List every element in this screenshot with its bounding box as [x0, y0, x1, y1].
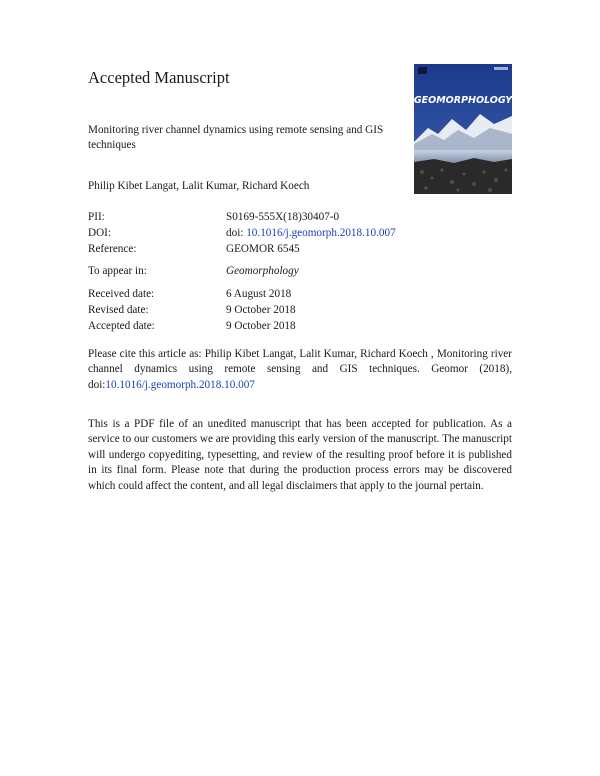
journal-logo-text: GEOMORPHOLOGY — [414, 95, 512, 106]
doi-prefix: doi: — [226, 227, 244, 239]
publisher-logo-icon — [418, 67, 427, 74]
disclaimer-paragraph: This is a PDF file of an unedited manuscript that has been accepted for publication. As a service to our customers we are providing this early version of the manuscript. The manuscript will undergo copyediting, typesetting, and review of the resulting proof before it is published in its final form. Please note that during the production process errors may be discovered which could affect the content, and all legal disclaimers that apply to the journal pertain. — [88, 418, 512, 492]
cover-illustration — [414, 64, 512, 194]
doi-link[interactable]: 10.1016/j.geomorph.2018.10.007 — [246, 227, 396, 239]
citation-doi-prefix: doi: — [88, 378, 106, 391]
article-title: Monitoring river channel dynamics using remote sensing and GIS techniques — [88, 124, 384, 151]
reference-value: GEOMOR 6545 — [226, 243, 300, 255]
revised-label: Revised date: — [88, 304, 149, 316]
citation-doi-link[interactable]: 10.1016/j.geomorph.2018.10.007 — [105, 378, 255, 391]
citation-paragraph — [88, 347, 512, 393]
page-heading: Accepted Manuscript — [88, 68, 230, 87]
doi-value — [226, 227, 396, 239]
accepted-value: 9 October 2018 — [226, 320, 296, 332]
doi-label: DOI: — [88, 227, 111, 239]
appear-label: To appear in: — [88, 265, 147, 277]
received-label: Received date: — [88, 288, 155, 300]
received-value: 6 August 2018 — [226, 288, 292, 300]
revised-value: 9 October 2018 — [226, 304, 296, 316]
pii-value: S0169-555X(18)30407-0 — [226, 211, 340, 223]
article-authors: Philip Kibet Langat, Lalit Kumar, Richard Koech — [88, 180, 310, 192]
appear-value: Geomorphology — [226, 265, 299, 277]
citation-text: Please cite this article as: Philip Kibet Langat, Lalit Kumar, Richard Koech , Monitoring river channel dynamics using remote sensing and GIS techniques. Geomor (2018), — [88, 348, 512, 376]
reference-label: Reference: — [88, 243, 137, 255]
journal-cover-image — [414, 64, 512, 194]
pii-label: PII: — [88, 211, 105, 223]
accepted-label: Accepted date: — [88, 320, 155, 332]
